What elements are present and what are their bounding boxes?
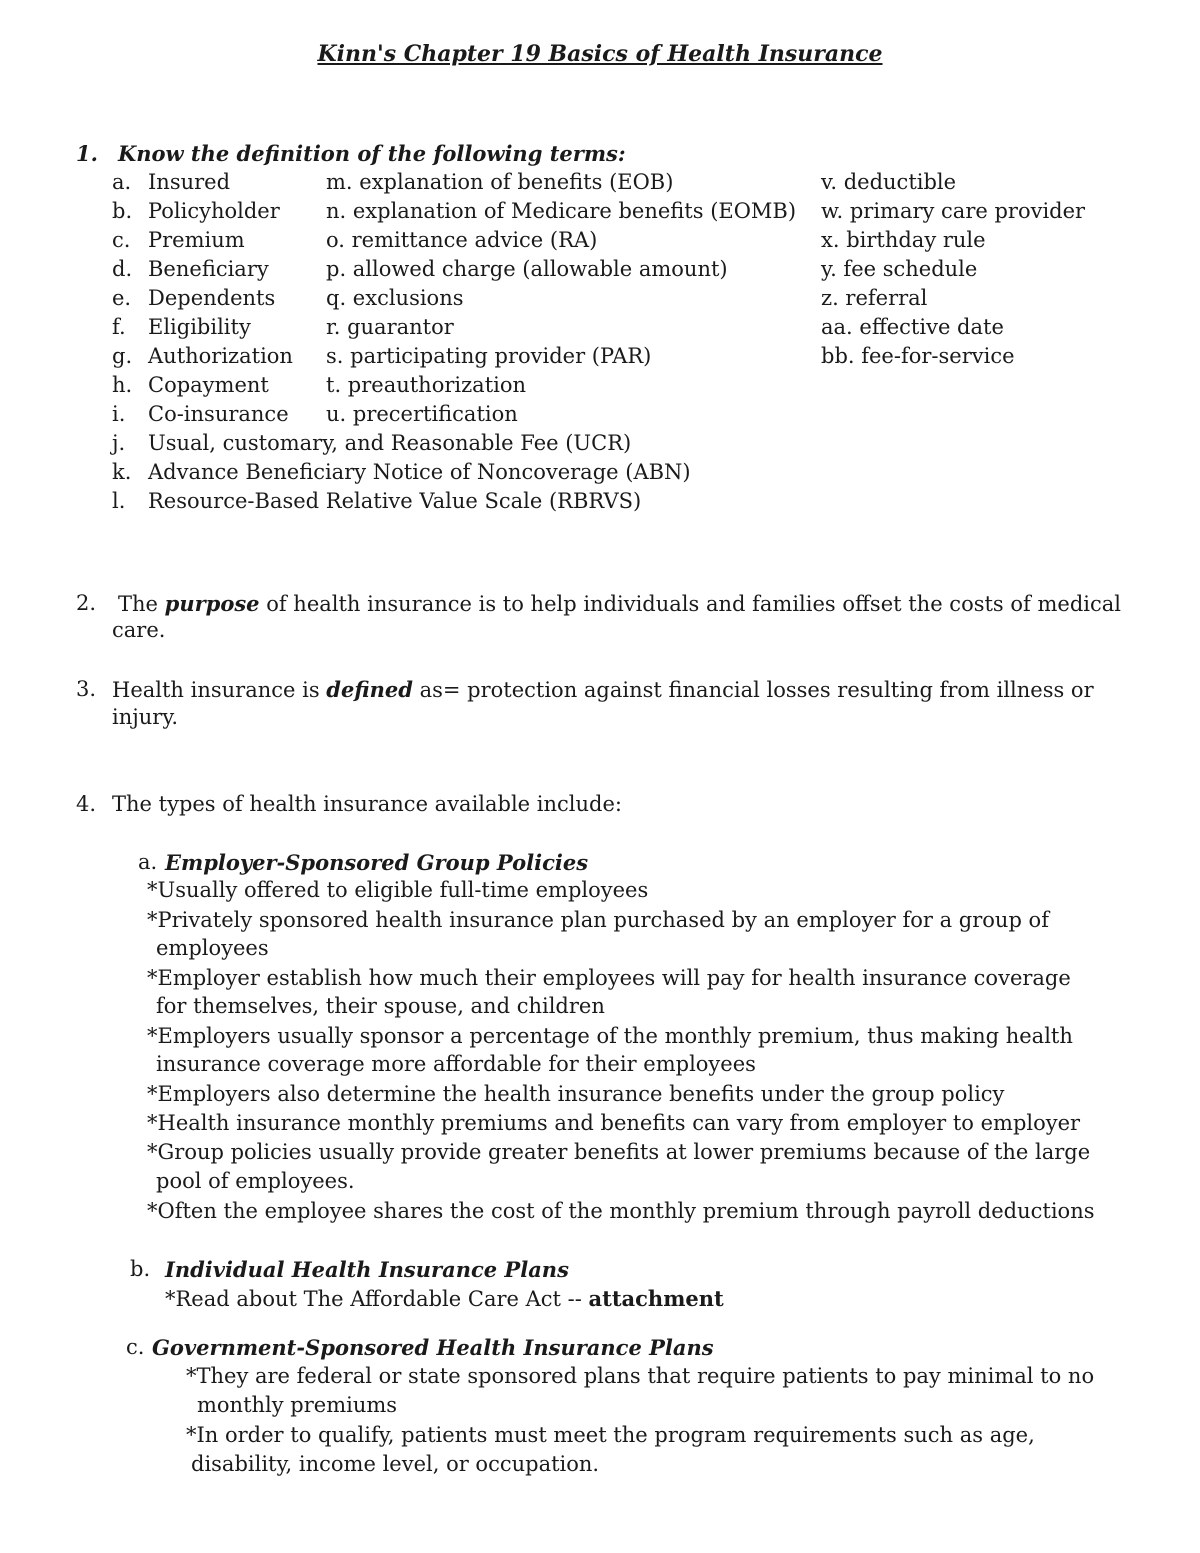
section-1-heading: Know the definition of the following terms: bbox=[118, 141, 626, 166]
term-item bbox=[112, 487, 641, 516]
term-letter: l. bbox=[112, 489, 126, 513]
bullet-line: *Employers also determine the health insurance benefits under the group policy bbox=[147, 1082, 1005, 1106]
bullet-line: *Employer establish how much their employees will pay for health insurance coverage bbox=[147, 966, 1071, 990]
section-3-line-2: injury. bbox=[112, 705, 179, 729]
section-4-number: 4. bbox=[76, 792, 97, 816]
term-letter: d. bbox=[112, 257, 133, 281]
subsection-c-heading: Government-Sponsored Health Insurance Plans bbox=[152, 1335, 714, 1360]
term-item bbox=[112, 197, 280, 226]
section-3-rest: as= protection against financial losses resulting from illness or bbox=[412, 678, 1094, 702]
term-item: aa. effective date bbox=[821, 315, 1004, 339]
section-3-pre: Health insurance is bbox=[112, 678, 327, 702]
bullet-line: *In order to qualify, patients must meet the program requirements such as age, bbox=[186, 1423, 1035, 1447]
section-2-rest: of health insurance is to help individuals and families offset the costs of medical bbox=[259, 592, 1121, 616]
term-item bbox=[112, 371, 269, 400]
subsection-b-text: *Read about The Affordable Care Act -- bbox=[165, 1287, 589, 1311]
term-item: y. fee schedule bbox=[821, 257, 978, 281]
attachment-label: attachment bbox=[588, 1286, 724, 1311]
term-item bbox=[112, 168, 230, 197]
term-letter: a. bbox=[112, 170, 132, 194]
subsection-b-line bbox=[165, 1284, 724, 1314]
term-item: t. preauthorization bbox=[326, 373, 527, 397]
term-item bbox=[112, 226, 245, 255]
section-1-number: 1. bbox=[76, 141, 98, 166]
term-letter: k. bbox=[112, 460, 132, 484]
section-3-emphasis: defined bbox=[326, 677, 413, 702]
section-2-line-2: care. bbox=[112, 618, 166, 642]
term-item bbox=[112, 255, 269, 284]
term-text: Usual, customary, and Reasonable Fee (UCR) bbox=[148, 431, 632, 455]
term-item: r. guarantor bbox=[326, 315, 454, 339]
term-letter: f. bbox=[112, 315, 126, 339]
bullet-line: *Privately sponsored health insurance plan purchased by an employer for a group of bbox=[147, 908, 1049, 932]
term-letter: j. bbox=[112, 431, 126, 455]
term-item bbox=[112, 458, 691, 487]
section-2-pre: The bbox=[118, 592, 165, 616]
term-item: z. referral bbox=[821, 286, 928, 310]
term-item bbox=[112, 429, 631, 458]
term-item: p. allowed charge (allowable amount) bbox=[326, 257, 728, 281]
term-text: Premium bbox=[148, 228, 245, 252]
bullet-line: pool of employees. bbox=[156, 1169, 355, 1193]
term-text: Copayment bbox=[148, 373, 269, 397]
bullet-line: for themselves, their spouse, and children bbox=[156, 994, 605, 1018]
term-text: Eligibility bbox=[148, 315, 251, 339]
bullet-line: *Group policies usually provide greater benefits at lower premiums because of the large bbox=[147, 1140, 1091, 1164]
bullet-line: employees bbox=[156, 936, 269, 960]
term-letter: e. bbox=[112, 286, 132, 310]
term-item: m. explanation of benefits (EOB) bbox=[326, 170, 674, 194]
term-item: v. deductible bbox=[821, 170, 957, 194]
term-text: Co-insurance bbox=[148, 402, 289, 426]
section-4-intro: The types of health insurance available include: bbox=[112, 792, 622, 816]
term-item: w. primary care provider bbox=[821, 199, 1086, 223]
term-item: s. participating provider (PAR) bbox=[326, 344, 652, 368]
term-item bbox=[112, 342, 293, 371]
bullet-line: monthly premiums bbox=[197, 1393, 398, 1417]
term-text: Resource-Based Relative Value Scale (RBRVS) bbox=[148, 489, 642, 513]
bullet-line: *Health insurance monthly premiums and benefits can vary from employer to employer bbox=[147, 1111, 1081, 1135]
section-2-line-1 bbox=[118, 589, 1121, 619]
bullet-line: disability, income level, or occupation. bbox=[191, 1452, 600, 1476]
term-item bbox=[112, 400, 289, 429]
term-item bbox=[112, 284, 275, 313]
term-item: q. exclusions bbox=[326, 286, 464, 310]
section-2-number: 2. bbox=[76, 591, 97, 615]
bullet-line: *Usually offered to eligible full-time employees bbox=[147, 878, 649, 902]
term-item: u. precertification bbox=[326, 402, 518, 426]
bullet-line: *Employers usually sponsor a percentage of the monthly premium, thus making health bbox=[147, 1024, 1073, 1048]
term-letter: c. bbox=[112, 228, 131, 252]
term-text: Insured bbox=[148, 170, 231, 194]
term-item bbox=[112, 313, 251, 342]
term-letter: h. bbox=[112, 373, 133, 397]
term-item: o. remittance advice (RA) bbox=[326, 228, 598, 252]
term-text: Authorization bbox=[148, 344, 293, 368]
bullet-line: *Often the employee shares the cost of the monthly premium through payroll deductions bbox=[147, 1199, 1095, 1223]
term-item: n. explanation of Medicare benefits (EOMB) bbox=[326, 199, 797, 223]
term-text: Advance Beneficiary Notice of Noncoverage (ABN) bbox=[148, 460, 691, 484]
bullet-line: insurance coverage more affordable for their employees bbox=[156, 1052, 756, 1076]
bullet-line: *They are federal or state sponsored plans that require patients to pay minimal to no bbox=[186, 1364, 1095, 1388]
page-title: Kinn's Chapter 19 Basics of Health Insurance bbox=[317, 41, 883, 67]
term-letter: b. bbox=[112, 199, 133, 223]
section-3-line-1 bbox=[112, 675, 1094, 705]
subsection-c-letter: c. bbox=[126, 1335, 145, 1359]
term-text: Dependents bbox=[148, 286, 276, 310]
term-text: Beneficiary bbox=[148, 257, 269, 281]
section-2-emphasis: purpose bbox=[164, 591, 260, 616]
subsection-b-letter: b. bbox=[130, 1257, 151, 1281]
subsection-a-letter: a. bbox=[138, 850, 158, 874]
subsection-a-heading: Employer-Sponsored Group Policies bbox=[165, 850, 589, 875]
section-3-number: 3. bbox=[76, 677, 97, 701]
term-item: x. birthday rule bbox=[821, 228, 986, 252]
term-item: bb. fee-for-service bbox=[821, 344, 1015, 368]
subsection-b-heading: Individual Health Insurance Plans bbox=[165, 1257, 569, 1282]
term-letter: i. bbox=[112, 402, 126, 426]
term-text: Policyholder bbox=[148, 199, 280, 223]
term-letter: g. bbox=[112, 344, 133, 368]
